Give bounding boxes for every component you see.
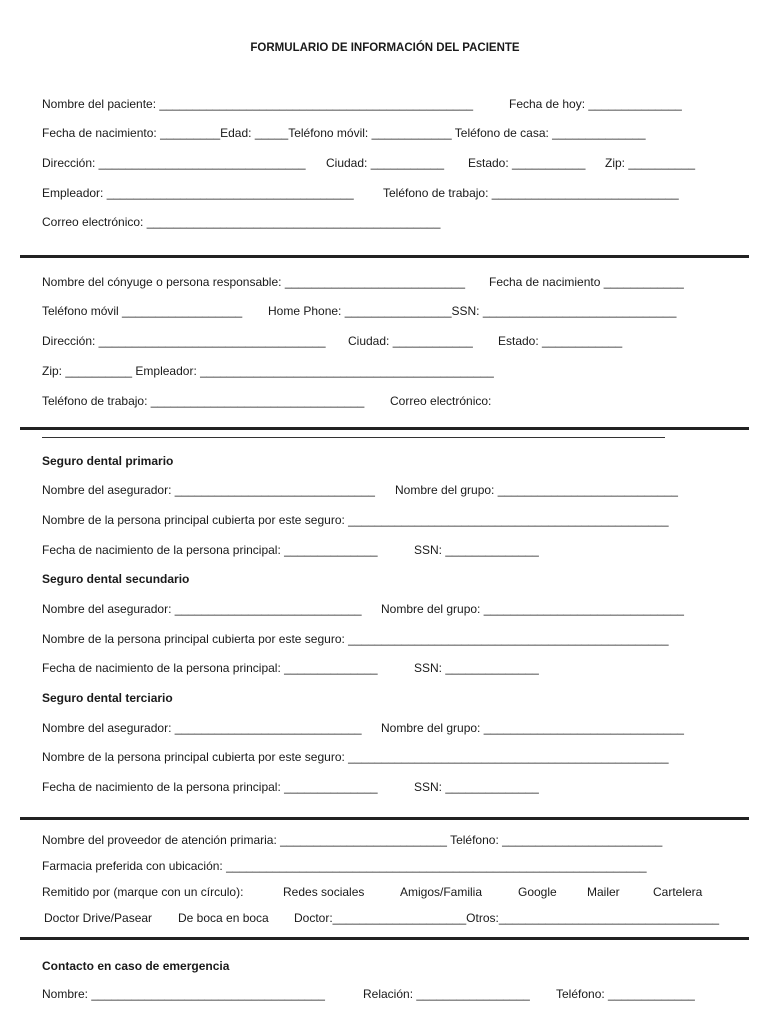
pharmacy-field[interactable]: Farmacia preferida con ubicación: _______________________________________________________________	[42, 859, 647, 873]
email-continuation-line[interactable]	[42, 437, 665, 438]
section-divider	[20, 255, 749, 258]
referral-doctor-others-field[interactable]: Doctor:____________________Otros:_________________________________	[294, 911, 720, 925]
tertiary-group-field[interactable]: Nombre del grupo: ______________________________	[381, 721, 684, 735]
zip-field[interactable]: Zip: __________	[605, 156, 696, 170]
section-divider	[20, 937, 749, 940]
referral-option-friends[interactable]: Amigos/Familia	[400, 885, 483, 899]
secondary-ssn-field[interactable]: SSN: ______________	[414, 661, 539, 675]
responsible-dob-field[interactable]: Fecha de nacimiento ____________	[489, 275, 684, 289]
emergency-phone-field[interactable]: Teléfono: _____________	[556, 987, 695, 1001]
secondary-insurer-field[interactable]: Nombre del asegurador: ____________________________	[42, 602, 362, 616]
primary-insurer-field[interactable]: Nombre del asegurador: ______________________________	[42, 483, 375, 497]
address-field[interactable]: Dirección: _______________________________	[42, 156, 306, 170]
tertiary-person-field[interactable]: Nombre de la persona principal cubierta por este seguro: ________________________________________________	[42, 750, 669, 764]
responsible-address-field[interactable]: Dirección: __________________________________	[42, 334, 326, 348]
state-field[interactable]: Estado: ___________	[468, 156, 586, 170]
referred-by-label: Remitido por (marque con un círculo):	[42, 885, 244, 899]
email-field[interactable]: Correo electrónico: ____________________________________________	[42, 215, 441, 229]
birth-age-phone-row[interactable]: Fecha de nacimiento: _________Edad: _____Teléfono móvil: ____________ Teléfono de casa: ______________	[42, 126, 646, 140]
primary-care-provider-field[interactable]: Nombre del proveedor de atención primaria: _________________________ Teléfono: ________________________	[42, 833, 663, 847]
employer-field[interactable]: Empleador: _____________________________________	[42, 186, 354, 200]
primary-insurance-heading: Seguro dental primario	[42, 454, 174, 468]
form-title: FORMULARIO DE INFORMACIÓN DEL PACIENTE	[250, 42, 520, 54]
responsible-home-ssn-field[interactable]: Home Phone: ________________SSN: _____________________________	[268, 304, 677, 318]
city-field[interactable]: Ciudad: ___________	[326, 156, 445, 170]
primary-person-field[interactable]: Nombre de la persona principal cubierta por este seguro: ________________________________________________	[42, 513, 669, 527]
work-phone-field[interactable]: Teléfono de trabajo: ____________________________	[383, 186, 679, 200]
secondary-person-field[interactable]: Nombre de la persona principal cubierta por este seguro: ________________________________________________	[42, 632, 669, 646]
tertiary-ssn-field[interactable]: SSN: ______________	[414, 780, 539, 794]
responsible-mobile-field[interactable]: Teléfono móvil __________________	[42, 304, 243, 318]
secondary-dob-field[interactable]: Fecha de nacimiento de la persona principal: ______________	[42, 661, 378, 675]
referral-option-drive[interactable]: Doctor Drive/Pasear	[44, 911, 153, 925]
secondary-group-field[interactable]: Nombre del grupo: ______________________________	[381, 602, 684, 616]
tertiary-dob-field[interactable]: Fecha de nacimiento de la persona principal: ______________	[42, 780, 378, 794]
section-divider	[20, 817, 749, 820]
today-date-field[interactable]: Fecha de hoy: ______________	[509, 97, 682, 111]
primary-group-field[interactable]: Nombre del grupo: ___________________________	[395, 483, 678, 497]
referral-option-social[interactable]: Redes sociales	[283, 885, 365, 899]
referral-option-word-of-mouth[interactable]: De boca en boca	[178, 911, 269, 925]
section-divider	[20, 427, 749, 430]
responsible-state-field[interactable]: Estado: ____________	[498, 334, 623, 348]
referral-option-billboard[interactable]: Cartelera	[653, 885, 703, 899]
referral-option-mailer[interactable]: Mailer	[587, 885, 620, 899]
primary-dob-field[interactable]: Fecha de nacimiento de la persona principal: ______________	[42, 543, 378, 557]
emergency-relation-field[interactable]: Relación: _________________	[363, 987, 530, 1001]
responsible-name-field[interactable]: Nombre del cónyuge o persona responsable: ___________________________	[42, 275, 466, 289]
referral-option-google[interactable]: Google	[518, 885, 557, 899]
emergency-contact-heading: Contacto en caso de emergencia	[42, 959, 230, 973]
patient-name-field[interactable]: Nombre del paciente: _______________________________________________	[42, 97, 474, 111]
responsible-email-label: Correo electrónico:	[390, 394, 492, 408]
tertiary-insurer-field[interactable]: Nombre del asegurador: ____________________________	[42, 721, 362, 735]
responsible-work-phone-field[interactable]: Teléfono de trabajo: ________________________________	[42, 394, 365, 408]
responsible-zip-employer-field[interactable]: Zip: __________ Empleador: ____________________________________________	[42, 364, 494, 378]
primary-ssn-field[interactable]: SSN: ______________	[414, 543, 539, 557]
responsible-city-field[interactable]: Ciudad: ____________	[348, 334, 473, 348]
emergency-name-field[interactable]: Nombre: ___________________________________	[42, 987, 325, 1001]
secondary-insurance-heading: Seguro dental secundario	[42, 572, 190, 586]
tertiary-insurance-heading: Seguro dental terciario	[42, 691, 173, 705]
